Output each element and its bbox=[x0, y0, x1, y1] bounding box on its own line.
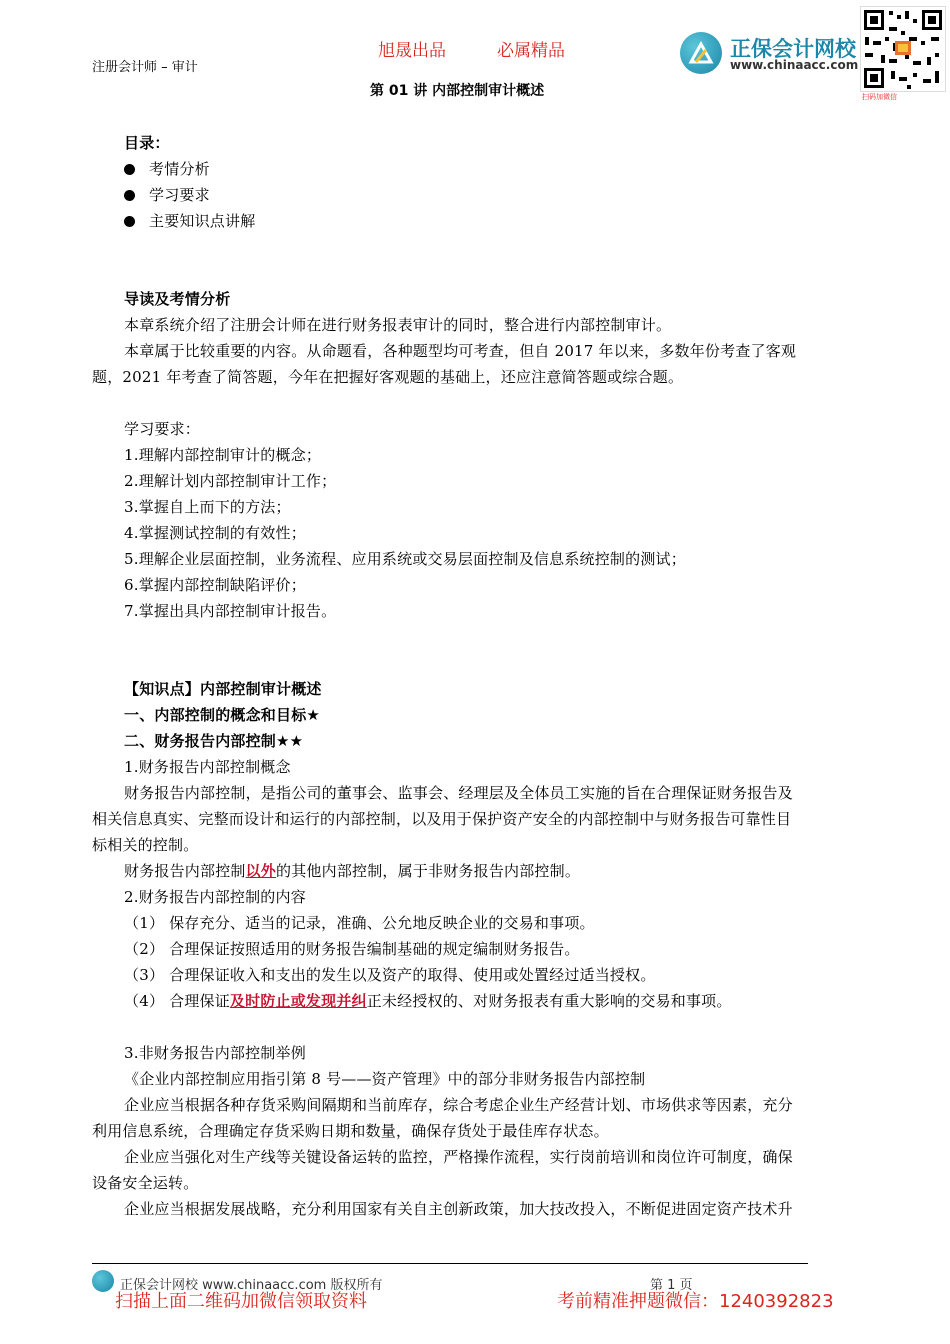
intro-heading: 导读及考情分析 bbox=[124, 290, 231, 308]
example-text: 利用信息系统，合理确定存货采购日期和数量，确保存货处于最佳库存状态。 bbox=[92, 1122, 609, 1140]
example-text: 企业应当根据各种存货采购间隔期和当前库存，综合考虑企业生产经营计划、市场供求等因素，充分 bbox=[124, 1096, 793, 1114]
footer-promo-right: 考前精准押题微信：1240392823 bbox=[557, 1291, 834, 1312]
definition-text: 标相关的控制。 bbox=[92, 836, 199, 854]
course-label: 注册会计师 – 审计 bbox=[92, 60, 198, 75]
example-text: 设备安全运转。 bbox=[92, 1174, 199, 1192]
toc-title: 目录： bbox=[124, 134, 170, 152]
footer-promo-left: 扫描上面二维码加微信领取资料 bbox=[115, 1291, 367, 1312]
intro-paragraph: 本章属于比较重要的内容。从命题看，各种题型均可考查，但自 2017 年以来，多数年份考查了客观 bbox=[124, 342, 797, 360]
guide-title: 《企业内部控制应用指引第 8 号——资产管理》中的部分非财务报告内部控制 bbox=[124, 1070, 646, 1088]
footer-logo-icon bbox=[92, 1270, 114, 1292]
requirements-heading: 学习要求： bbox=[124, 420, 201, 438]
emphasis-text: 及时防止或发现并纠 bbox=[229, 992, 367, 1010]
footer-copyright: 正保会计网校 www.chinaacc.com 版权所有 bbox=[120, 1278, 383, 1293]
toc-item: 主要知识点讲解 bbox=[124, 208, 869, 234]
requirement-item: 5.理解企业层面控制，业务流程、应用系统或交易层面控制及信息系统控制的测试； bbox=[124, 550, 686, 568]
lecture-title: 第 01 讲 内部控制审计概述 bbox=[370, 83, 545, 99]
toc-item: 学习要求 bbox=[124, 182, 869, 208]
intro-paragraph: 本章系统介绍了注册会计师在进行财务报表审计的同时，整合进行内部控制审计。 bbox=[124, 316, 672, 334]
requirement-item: 7.掌握出具内部控制审计报告。 bbox=[124, 602, 337, 620]
sub-heading: 3.非财务报告内部控制举例 bbox=[124, 1044, 306, 1062]
requirement-item: 6.掌握内部控制缺陷评价； bbox=[124, 576, 306, 594]
requirement-item: 4.掌握测试控制的有效性； bbox=[124, 524, 306, 542]
emphasis-text: 以外 bbox=[245, 862, 277, 880]
qr-caption: 扫码加微信 bbox=[862, 93, 897, 101]
other-control-text: 财务报告内部控制以外的其他内部控制，属于非财务报告内部控制。 bbox=[124, 862, 581, 880]
content-item: （4） 合理保证及时防止或发现并纠正未经授权的、对财务报表有重大影响的交易和事项。 bbox=[124, 992, 732, 1010]
requirement-item: 3.掌握自上而下的方法； bbox=[124, 498, 291, 516]
knowledge-heading: 【知识点】内部控制审计概述 bbox=[124, 680, 322, 698]
brand-name: 正保会计网校 bbox=[730, 37, 856, 61]
qr-code-icon bbox=[860, 6, 946, 92]
sub-heading: 2.财务报告内部控制的内容 bbox=[124, 888, 306, 906]
footer-divider bbox=[92, 1263, 808, 1264]
sub-heading: 1.财务报告内部控制概念 bbox=[124, 758, 291, 776]
brand-url: www.chinaacc.com bbox=[730, 58, 859, 72]
intro-paragraph: 题，2021 年考查了简答题，今年在把握好客观题的基础上，还应注意简答题或综合题。 bbox=[92, 368, 684, 386]
section-heading: 一、内部控制的概念和目标★ bbox=[124, 706, 321, 724]
example-text: 企业应当根据发展战略，充分利用国家有关自主创新政策，加大技改投入，不断促进固定资产技术升 bbox=[124, 1200, 793, 1218]
definition-text: 财务报告内部控制，是指公司的董事会、监事会、经理层及全体员工实施的旨在合理保证财务报告及 bbox=[124, 784, 793, 802]
content-item: （2） 合理保证按照适用的财务报告编制基础的规定编制财务报告。 bbox=[124, 940, 580, 958]
example-text: 企业应当强化对生产线等关键设备运转的监控，严格操作流程，实行岗前培训和岗位许可制度，确保 bbox=[124, 1148, 793, 1166]
brand-logo-icon bbox=[680, 32, 722, 74]
section-heading: 二、财务报告内部控制★★ bbox=[124, 732, 304, 750]
footer-page-number: 第 1 页 bbox=[650, 1278, 693, 1293]
slogan-right: 必属精品 bbox=[497, 41, 565, 61]
content-item: （1） 保存充分、适当的记录，准确、公允地反映企业的交易和事项。 bbox=[124, 914, 595, 932]
content-item: （3） 合理保证收入和支出的发生以及资产的取得、使用或处置经过适当授权。 bbox=[124, 966, 656, 984]
toc-item: 考情分析 bbox=[124, 156, 869, 182]
definition-text: 相关信息真实、完整而设计和运行的内部控制，以及用于保护资产安全的内部控制中与财务报告可靠性目 bbox=[92, 810, 792, 828]
requirement-item: 2.理解计划内部控制审计工作； bbox=[124, 472, 337, 490]
slogan-left: 旭晟出品 bbox=[378, 41, 446, 61]
requirement-item: 1.理解内部控制审计的概念； bbox=[124, 446, 322, 464]
